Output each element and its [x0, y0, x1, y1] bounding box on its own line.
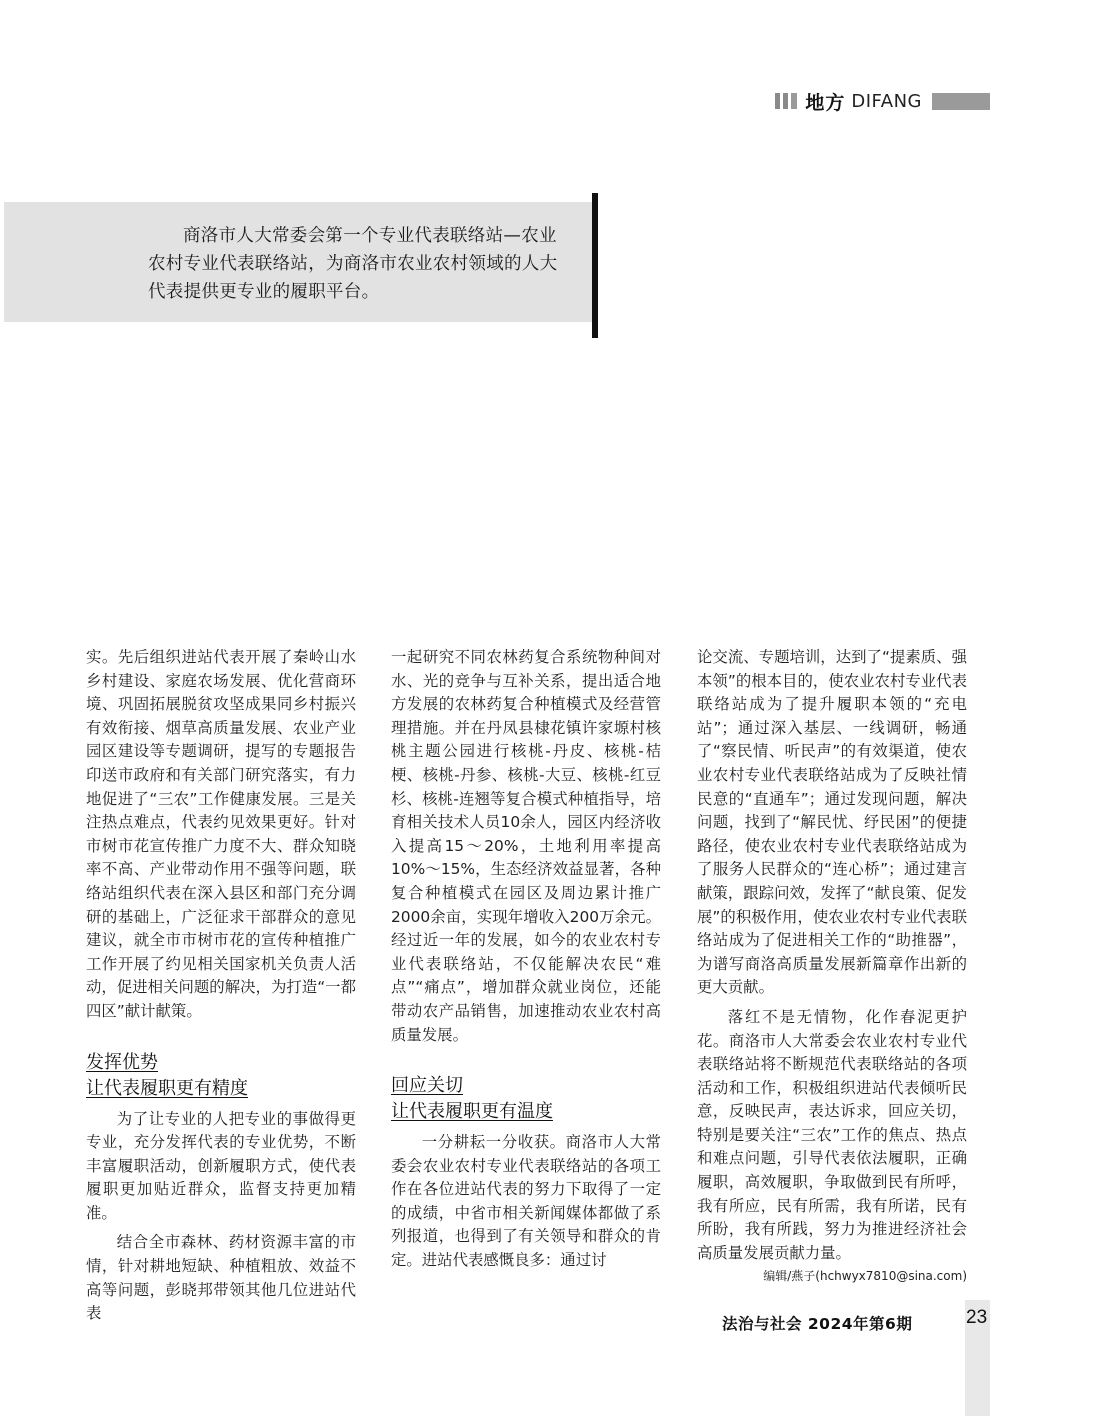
section-heading-line-1: 回应关切	[391, 1075, 463, 1097]
header-block-decoration	[932, 93, 990, 110]
section-heading-line-1: 发挥优势	[86, 1051, 158, 1073]
paragraph: 一分耕耘一分收获。商洛市人大常委会农业农村专业代表联络站的各项工作在各位进站代表的努力下取得了一定的成绩，中省市相关新闻媒体都做了系列报道，也得到了有关领导和群众的肯定。进站代表感慨良多：通过讨	[391, 1133, 661, 1270]
section-heading	[391, 1073, 661, 1125]
section-header	[775, 90, 990, 112]
pull-quote-text: 商洛市人大常委会第一个专业代表联络站—农业农村专业代表联络站，为商洛市农业农村领域的人大代表提供更专业的履职平台。	[148, 226, 558, 302]
page-number: 23	[966, 1307, 988, 1328]
paragraph: 论交流、专题培训，达到了“提素质、强本领”的根本目的，使农业农村专业代表联络站成为了提升履职本领的“充电站”；通过深入基层、一线调研，畅通了“察民情、听民声”的有效渠道，使农业农村专业代表联络站成为了反映社情民意的“直通车”；通过发现问题，解决问题，找到了“解民忧、纾民困”的便捷路径，使农业农村专业代表联络站成为了服务人民群众的“连心桥”；通过建言献策，跟踪问效，发挥了“献良策、促发展”的积极作用，使农业农村专业代表联络站成为了促进相关工作的“助推器”，为谱写商洛高质量发展新篇章作出新的更大贡献。	[697, 648, 967, 997]
article-column-1	[86, 646, 356, 1326]
paragraph: 为了让专业的人把专业的事做得更专业，充分发挥代表的专业优势，不断丰富履职活动，创新履职方式，使代表履职更加贴近群众，监督支持更加精准。	[86, 1109, 356, 1222]
paragraph: 落红不是无情物，化作春泥更护花。商洛市人大常委会农业农村专业代表联络站将不断规范代表联络站的各项活动和工作，积极组织进站代表倾听民意，反映民声，表达诉求，回应关切，特别是要关注“三农”工作的焦点、热点和难点问题，引导代表依法履职，正确履职，高效履职，争取做到民有所呼，我有所应，民有所需，我有所诺，民有所盼，我有所践，努力为推进经济社会高质量发展贡献力量。	[697, 1007, 967, 1262]
article-column-3	[697, 646, 967, 1285]
paragraph: 实。先后组织进站代表开展了秦岭山水乡村建设、家庭农场发展、优化营商环境、巩固拓展脱贫攻坚成果同乡村振兴有效衔接、烟草高质量发展、农业产业园区建设等专题调研，提写的专题报告印送市政府和有关部门研究落实，有力地促进了“三农”工作健康发展。三是关注热点难点，代表约见效果更好。针对市树市花宣传推广力度不大、群众知晓率不高、产业带动作用不强等问题，联络站组织代表在深入县区和部门充分调研的基础上，广泛征求干部群众的意见建议，就全市市树市花的宣传种植推广工作开展了约见相关国家机关负责人活动，促进相关问题的解决，为打造“一都四区”献计献策。	[86, 648, 356, 1020]
section-heading-line-2: 让代表履职更有温度	[391, 1101, 553, 1123]
editor-credit: 编辑/燕子(hchwyx7810@sina.com)	[763, 1269, 967, 1284]
section-heading-line-2: 让代表履职更有精度	[86, 1077, 248, 1099]
section-heading	[86, 1050, 356, 1102]
article-column-2	[391, 646, 661, 1273]
header-bars-decoration	[775, 93, 797, 109]
paragraph: 一起研究不同农林药复合系统物种间对水、光的竞争与互补关系，提出适合地方发展的农林药复合种植模式及经营管理措施。并在丹凤县棣花镇许家塬村核桃主题公园进行核桃-丹皮、核桃-桔梗、核桃-丹参、核桃-大豆、核桃-红豆杉、核桃-连翘等复合模式种植指导，培育相关技术人员10余人，园区内经济收入提高15～20%，土地利用率提高10%～15%，生态经济效益显著，各种复合种植模式在园区及周边累计推广2000余亩，实现年增收入200万余元。经过近一年的发展，如今的农业农村专业代表联络站，不仅能解决农民“难点”“痛点”，增加群众就业岗位，还能带动农产品销售，加速推动农业农村高质量发展。	[391, 648, 661, 1044]
publication-footer: 法治与社会 2024年第6期	[722, 1315, 913, 1333]
pull-quote-bar	[592, 193, 598, 338]
section-title-en: DIFANG	[851, 90, 922, 112]
paragraph: 结合全市森林、药材资源丰富的市情，针对耕地短缺、种植粗放、效益不高等问题，彭晓邦带领其他几位进站代表	[86, 1233, 356, 1323]
section-title-cn: 地方	[805, 91, 846, 114]
